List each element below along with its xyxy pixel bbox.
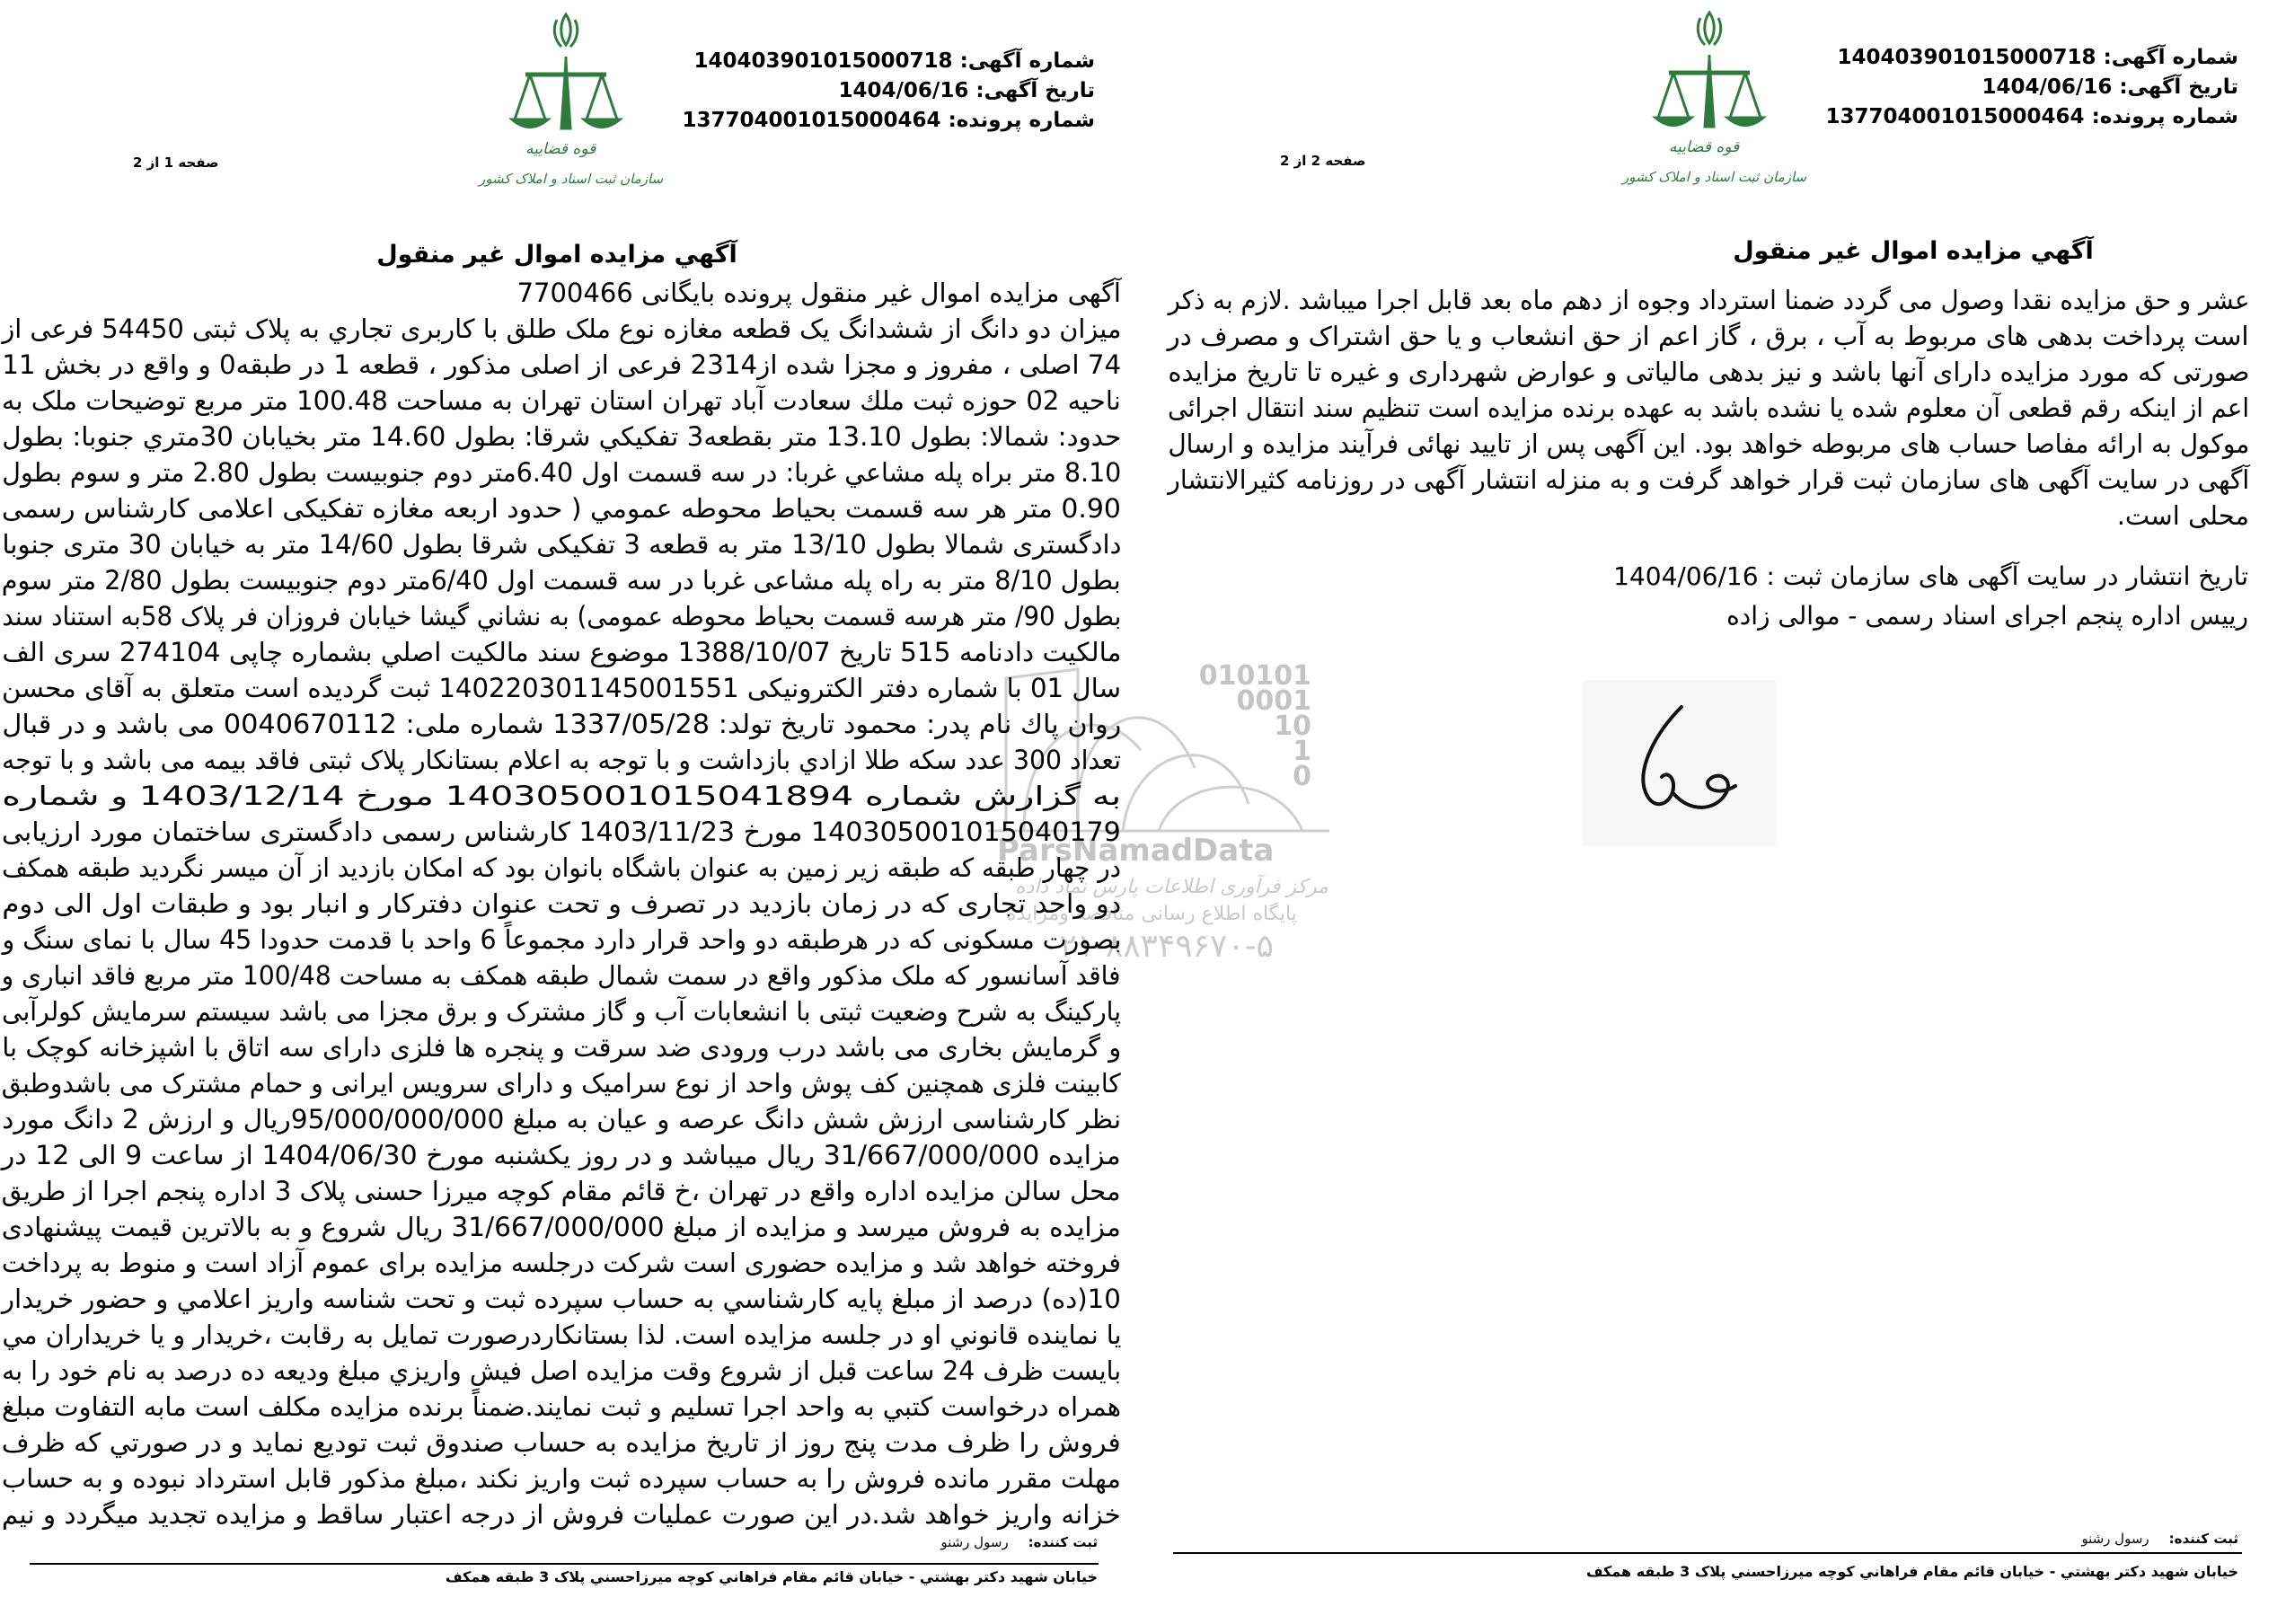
body-line-text: فروخته خواهد شد و مزایده حضوری است شرکت درجلسه مزایده برای عموم آزاد است و منوط به پرداخت [2,1248,1121,1278]
body-line-text: اعم از اینکه رقم قطعی آن معلوم شده یا نشده باشد به عهده برنده مزایده است تنظیم سند انتقال اجرائی [1168,393,2249,423]
body-line-text: روان پاك نام پدر: محمود تاریخ تولد: 1337/05/28 شماره ملی: 0040670112 می باشد و در قبال [2,709,1121,739]
body-line [1168,282,2249,318]
body-line [2,670,1121,706]
body-line [2,419,1121,455]
body-line-text: 8.10 متر براه پله مشاعي غربا: در سه قسمت اول 6.40متر دوم جنوبيست بطول 2.80 متر و سوم بطول [2,457,1121,488]
case-number-row [1825,102,2238,132]
body-line [2,1245,1121,1281]
page2-ad-info [1825,43,2238,132]
body-line [2,1065,1121,1101]
recorder-name: رسول رشنو [940,1534,1009,1550]
page-number: صفحه 1 از 2 [133,154,219,171]
watermark-brand: ParsNamadData [997,833,1275,869]
body-line-text: تعداد 300 عدد سکه طلا ازادي بازداشت و با توجه به اعلام بستانکار پلاک ثبتی فاقد بیمه می باشد و با توجه [2,745,1121,775]
body-line-text: مزایده 31/667/000/000 ریال میباشد و در روز یکشنبه مورخ 1404/06/30 از ساعت 9 الی 12 در [2,1140,1121,1170]
scales-of-justice-icon [1633,5,1786,140]
case-number-label: شماره پرونده: [948,109,1095,132]
body-line [2,1353,1121,1389]
footer-address: خیابان شهید دکتر بهشتي - خیابان قائم مقام فراهاني کوچه میرزاحسني پلاک 3 طبقه همکف [445,1568,1098,1585]
case-number-row [682,106,1095,136]
judiciary-logo [1622,5,1807,199]
case-number-label: شماره پرونده: [2091,105,2238,128]
body-line [2,778,1121,814]
body-line-text: پارکینگ به شرح وضعیت ثبتی با انشعابات آب و گاز مشترک و برق مجزا می باشد سیستم سرمایش کولرآبی [2,996,1121,1027]
ad-date-label: تاریخ آگهی: [2119,75,2238,99]
body-line [2,993,1121,1029]
body-line-text: نظر کارشناسی ارزش شش دانگ عرصه و عیان به مبلغ 95/000/000/000ریال و ارزش 2 دانگ مورد [2,1104,1121,1134]
body-line-text: مزایده به فروش میرسد و مزایده از مبلغ 31/667/000/000 ریال شروع و به بالاترین قیمت پیشنهادی [2,1212,1121,1242]
body-line-text: مهلت مقرر مانده فروش را به حساب سپرده ثبت واریز نکند ،مبلغ مذکور قابل استرداد نبوده و به حساب [2,1463,1121,1494]
body-line [2,1029,1121,1065]
recorder [2081,1531,2238,1547]
judiciary-logo [479,7,664,200]
body-line [2,490,1121,526]
body-line-text: محل سالن مزایده اداره واقع در تهران ،خ قائم مقام کوچه میرزا حسنی پلاک 3 اداره پنجم اجرا از طریق [2,1176,1122,1206]
body-line [2,634,1121,670]
body-line-text: حدود: شمالا: بطول 13.10 متر بقطعه3 تفكيكي شرقا: بطول 14.60 متر بخيابان 30متري جنوبا: بطول [2,421,1121,452]
body-line [2,1101,1121,1137]
recorder-label: ثبت کننده: [2168,1531,2238,1547]
watermark-digit-row: 1 [1293,736,1311,767]
body-line-text: همراه درخواست کتبي به واحد اجرا تسلیم و ثبت نمایند.ضمناً برنده مزایده مکلف است مابه التفاوت مبلغ [2,1391,1121,1422]
page-title: آگهي مزایده اموال غیر منقول [376,241,737,269]
body-line-text: کابینت فلزی همچنین کف پوش واحد از نوع سرامیک و دارای سرویس ایرانی و حمام مشترک می باشدوطبق [2,1068,1121,1099]
body-line [2,1173,1121,1209]
body-line [1168,354,2249,390]
case-number: 137704001015000464 [1825,105,2085,128]
body-line-text: دادگستری شمالا بطول 13/10 متر به قطعه 3 تفکیکی شرقا بطول 14/60 متر به خیابان 30 متری جنوبا [2,529,1121,560]
recorder [940,1534,1098,1550]
body-line-text: دو واحد تجاری که در زمان بازدید در تصرف و تحت عنوان دفترکار و انبار بود و طبقات اول الی دوم [2,888,1121,919]
body-line-text: سال 01 با شماره دفتر الکترونیکی 140220301145001551 ثبت گردیده است متعلق به آقای محسن [2,673,1121,703]
body-line-text: 140305001015040179 مورخ 1403/11/23 کارشناس رسمی دادگستری ساختمان مورد ارزیابی [2,816,1121,847]
watermark-digit-row: 10 [1274,710,1311,742]
footer-divider [1173,1552,2242,1554]
ad-number: 140403901015000718 [693,49,953,73]
logo-text-top: قوه قضاییه [525,140,596,158]
body-line-text: صورتی که مورد مزایده دارای آنها باشد و نیز بدهی مالیاتی و عوارض شهرداری و غیره تا تاریخ مزایده [1168,357,2249,387]
body-line-text: محلی است. [2116,500,2249,531]
body-line [2,1317,1121,1353]
page-title: آگهي مزایده اموال غیر منقول [1733,237,2094,265]
body-line-text: 74 اصلی ، مفروز و مجزا شده از2314 فرعی از اصلی مذکور ، قطعه 1 در طبقه0 و واقع در بخش 11 [2,349,1121,380]
body-line [2,1389,1121,1425]
body-line-text: آگهی در سایت آگهی های سازمان ثبت قرار خواهد گرفت و به منزله انتشار آگهی در روزنامه کثیرالانتشار [1168,464,2249,495]
body-line-text: 0.90 متر هر سه قسمت بحياط محوطه عمومي ( حدود اربعه مغازه تفکیکی اعلامی کارشناس رسمی [2,493,1121,524]
body-line [2,1281,1121,1317]
body-line-text: فاقد آسانسور که ملک مذکور واقع در سمت شمال طبقه همکف به مساحت 100/48 متر مربع فاقد انباری و [2,960,1121,991]
body-line [2,526,1121,562]
body-line-text: فروش را ظرف مدت پنج روز از تاریخ مزایده به حساب صندوق ثبت تودیع نماید و در صورتي که ظرف [2,1427,1121,1458]
page2-body-text [1168,282,2249,534]
body-line-text: به گزارش شماره 140305001015041894 مورخ 1403/12/14 و شماره [2,781,1121,811]
body-line [2,1461,1121,1496]
body-line-text: است پرداخت بدهی های مربوط به آب ، برق ، گاز اعم از حق انشعاب و یا حق اشتراک و مصرف در [1168,321,2249,351]
body-line-text: و گرمایش بخاری می باشد درب ورودی ضد سرقت و پنجره ها فلزی دارای سه اتاق با اشپزخانه کوچک با [2,1032,1121,1063]
body-line [2,850,1121,886]
footer-divider [30,1563,1099,1565]
body-line [1168,426,2249,462]
watermark-phone: ۰۲۱-۸۸۳۴۹۶۷۰-۵ [1042,928,1275,965]
body-line-text: آگهی مزایده اموال غیر منقول پرونده بایگانی 7700466 [516,278,1121,308]
ad-date-row [682,76,1095,106]
ad-number-row [1825,43,2238,73]
body-line [1168,498,2249,534]
ad-number-label: شماره آگهی: [959,49,1095,73]
body-line [2,275,1121,311]
ad-number: 140403901015000718 [1837,46,2096,69]
body-line [2,1209,1121,1245]
body-line-text: ناحیه 02 حوزه ثبت ملك سعادت آباد تهران استان تهران به مساحت 100.48 متر مربع توضیحات ملک به [2,385,1121,416]
body-line-text: بصورت مسکونی که در هرطبقه دو واحد قرار دارد مجموعاً 6 واحد با قدمت حدودا 45 سال با نمای سنگ و [2,924,1121,955]
ad-date-label: تاریخ آگهی: [975,79,1095,102]
page1-body-text [2,275,1121,1532]
body-line-text: بایست ظرف 24 ساعت قبل از شروع وقت مزایده اصل فیش واریزي مبلغ ودیعه ده درصد به نام خود را به [2,1355,1121,1386]
ad-date: 1404/06/16 [1981,75,2113,99]
body-line-text: بطول 8/10 متر به راه پله مشاعی غربا در سه قسمت اول 6/40متر دوم جنوبیست بطول 2/80 متر سوم [2,565,1121,596]
body-line [2,886,1121,922]
ad-number-label: شماره آگهی: [2103,46,2238,69]
watermark-digit-row: 0 [1293,761,1311,792]
watermark-digit-row: 0001 [1236,685,1311,717]
logo-text-top: قوه قضاییه [1669,138,1740,156]
body-line [1168,390,2249,426]
body-line [2,814,1121,850]
body-line [1168,462,2249,498]
ad-date: 1404/06/16 [838,79,969,102]
watermark-digits [1198,660,1311,792]
footer-address: خیابان شهید دکتر بهشتي - خیابان قائم مقام فراهاني کوچه میرزاحسني پلاک 3 طبقه همکف [1585,1563,2238,1580]
publish-date-line: تاریخ انتشار در سایت آگهی های سازمان ثبت : 1404/06/16 [1613,561,2248,591]
body-line [2,383,1121,419]
body-line [2,347,1121,383]
body-line-text: 10(ده) درصد از مبلغ پایه کارشناسي به حساب سپرده ثبت و تحت شناسه واریز اعلامي و حضور خریدار [2,1284,1121,1314]
watermark-subtitle: مرکز فرآوری اطلاعات پارس نماد داده [1015,876,1328,898]
signer-title: رییس اداره پنجم اجرای اسناد رسمی - موالی زاده [1726,601,2248,631]
body-line [2,1496,1121,1532]
body-line [2,455,1121,490]
case-number: 137704001015000464 [682,109,941,132]
watermark-tagline: پایگاه اطلاع رسانی مناقصه ومزایده [1006,903,1297,925]
body-line [2,742,1121,778]
body-line-text: مالکیت دادنامه 515 تاریخ 1388/10/07 موضوع سند مالكيت اصلي بشماره چاپی 274104 سری الف [1,637,1121,667]
logo-text-bottom: سازمان ثبت اسناد و املاک کشور [1622,169,1807,185]
scales-of-justice-icon [490,7,642,142]
recorder-name: رسول رشنو [2081,1531,2149,1547]
page-number: صفحه 2 از 2 [1280,153,1366,169]
body-line-text: عشر و حق مزایده نقدا وصول می گردد ضمنا استرداد وجوه از دهم ماه بعد قابل اجرا میباشد .لازم به ذکر [1168,285,2249,315]
page1-ad-info [682,47,1095,136]
body-line-text: موکول به ارائه مفاصا حساب های مربوطه خواهد بود. این آگهی پس از تایید نهائی فرآیند مزایده و ارسال [1168,428,2249,459]
body-line-text: میزان دو دانگ از ششدانگ یک قطعه مغازه نوع ملک طلق با کاربری تجاري به پلاک ثبتی 54450 فرعی از [2,313,1121,344]
watermark-digit-row: 010101 [1198,660,1311,692]
body-line [2,922,1121,958]
body-line [2,958,1121,993]
body-line [2,1137,1121,1173]
body-line-text: خزانه واریز خواهد شد.در این صورت عملیات فروش از درجه اعتبار ساقط و مزایده تجدید میگردد و نیم [1,1499,1121,1530]
body-line [2,562,1121,598]
body-line [2,311,1121,347]
body-line [2,598,1121,634]
recorder-label: ثبت کننده: [1028,1534,1098,1550]
body-line [1168,318,2249,354]
body-line-text: بطول 90/ متر هرسه قسمت بحیاط محوطه عمومی) به نشاني گیشا خیابان فروزان فر پلاک 58به استناد سند [2,601,1121,631]
body-line-text: یا نماینده قانوني او در جلسه مزایده است. لذا بستانکاردرصورت تمایل به رقابت ،خریدار و یا خریداران مي [2,1320,1121,1350]
signature [1583,680,1776,846]
logo-text-bottom: سازمان ثبت اسناد و املاک کشور [479,171,664,187]
body-line [2,706,1121,742]
ad-number-row [682,47,1095,76]
body-line [2,1425,1121,1461]
body-line-text: در چهار طبقه که طبقه زیر زمین به عنوان باشگاه بانوان بود که امکان بازدید از آن میسر نگردید طبقه همکف [2,852,1121,883]
ad-date-row [1825,73,2238,102]
